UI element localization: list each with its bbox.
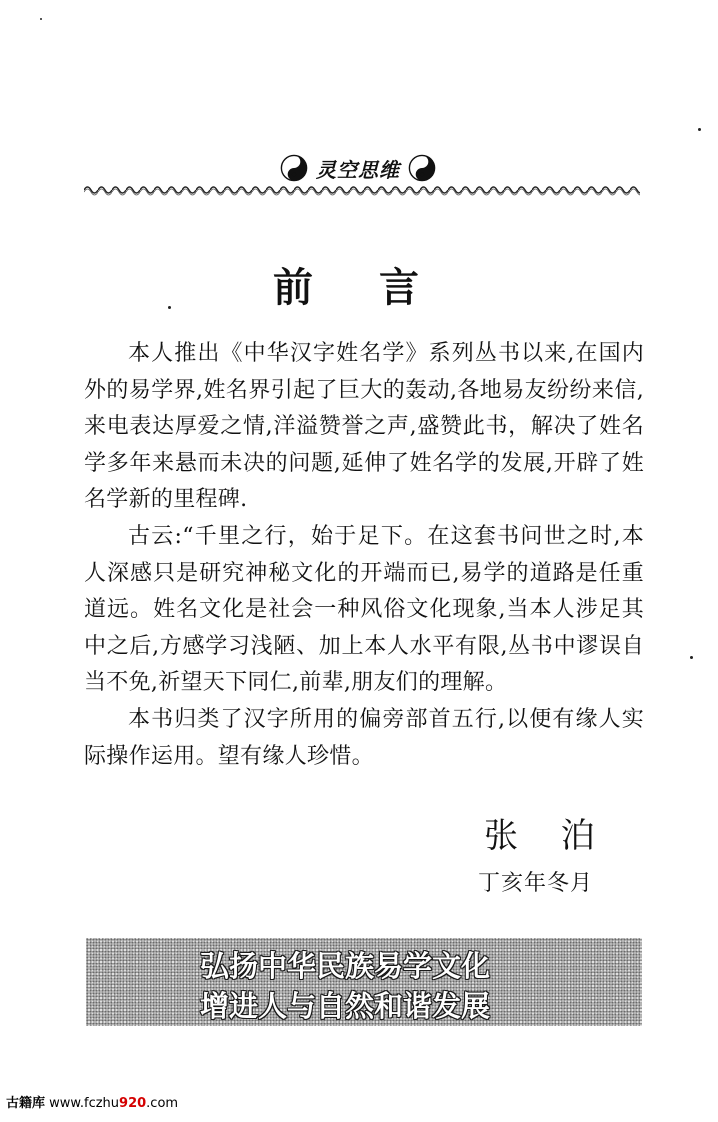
slogan-banner <box>86 938 642 1026</box>
header-title: 灵空思维 <box>316 157 400 182</box>
paragraph: 本书归类了汉字所用的偏旁部首五行,以便有缘人实际操作运用。望有缘人珍惜。 <box>84 706 644 769</box>
paragraph: 古云:“千里之行，始于足下。在这套书问世之时,本人深感只是研究神秘文化的开端而已,易学的道路是任重道远。姓名文化是社会一种风俗文化现象,当本人涉足其中之后,方感学习浅陋、加上本人水平有限,丛书中谬误自当不免,祈望天下同仁,前辈,朋友们的理解。 <box>84 523 644 696</box>
site-url-prefix: www.fczhu <box>49 1096 120 1111</box>
paragraph: 本人推出《中华汉字姓名学》系列丛书以来,在国内外的易学界,姓名界引起了巨大的轰动,各地易友纷纷来信,来电表达厚爱之情,洋溢赞誉之声,盛赞此书，解决了姓名学多年来悬而未决的问题,延伸了姓名学的发展,开辟了姓名学新的里程碑. <box>84 341 644 513</box>
yin-yang-icon <box>408 154 436 182</box>
header-title-group <box>258 152 458 184</box>
scan-speck <box>168 306 171 309</box>
site-url-number: 920 <box>119 1096 147 1111</box>
site-url-suffix: .com <box>146 1096 179 1111</box>
site-label: 古籍库 <box>6 1096 46 1111</box>
signature-date: 丁亥年冬月 <box>478 871 594 896</box>
scan-speck <box>690 656 693 659</box>
preface-body <box>84 336 644 775</box>
author-signature: 张 泊 <box>484 816 611 856</box>
banner-line-2: 增进人与自然和谐发展 <box>200 989 491 1023</box>
banner-line-1: 弘扬中华民族易学文化 <box>200 949 491 983</box>
page-title: 前 言 <box>273 265 445 311</box>
scan-speck <box>698 128 701 131</box>
footer-watermark <box>6 1092 178 1111</box>
header-ornament <box>84 150 640 200</box>
decorative-border <box>84 184 640 196</box>
scan-speck <box>40 18 42 20</box>
yin-yang-icon <box>280 154 308 182</box>
